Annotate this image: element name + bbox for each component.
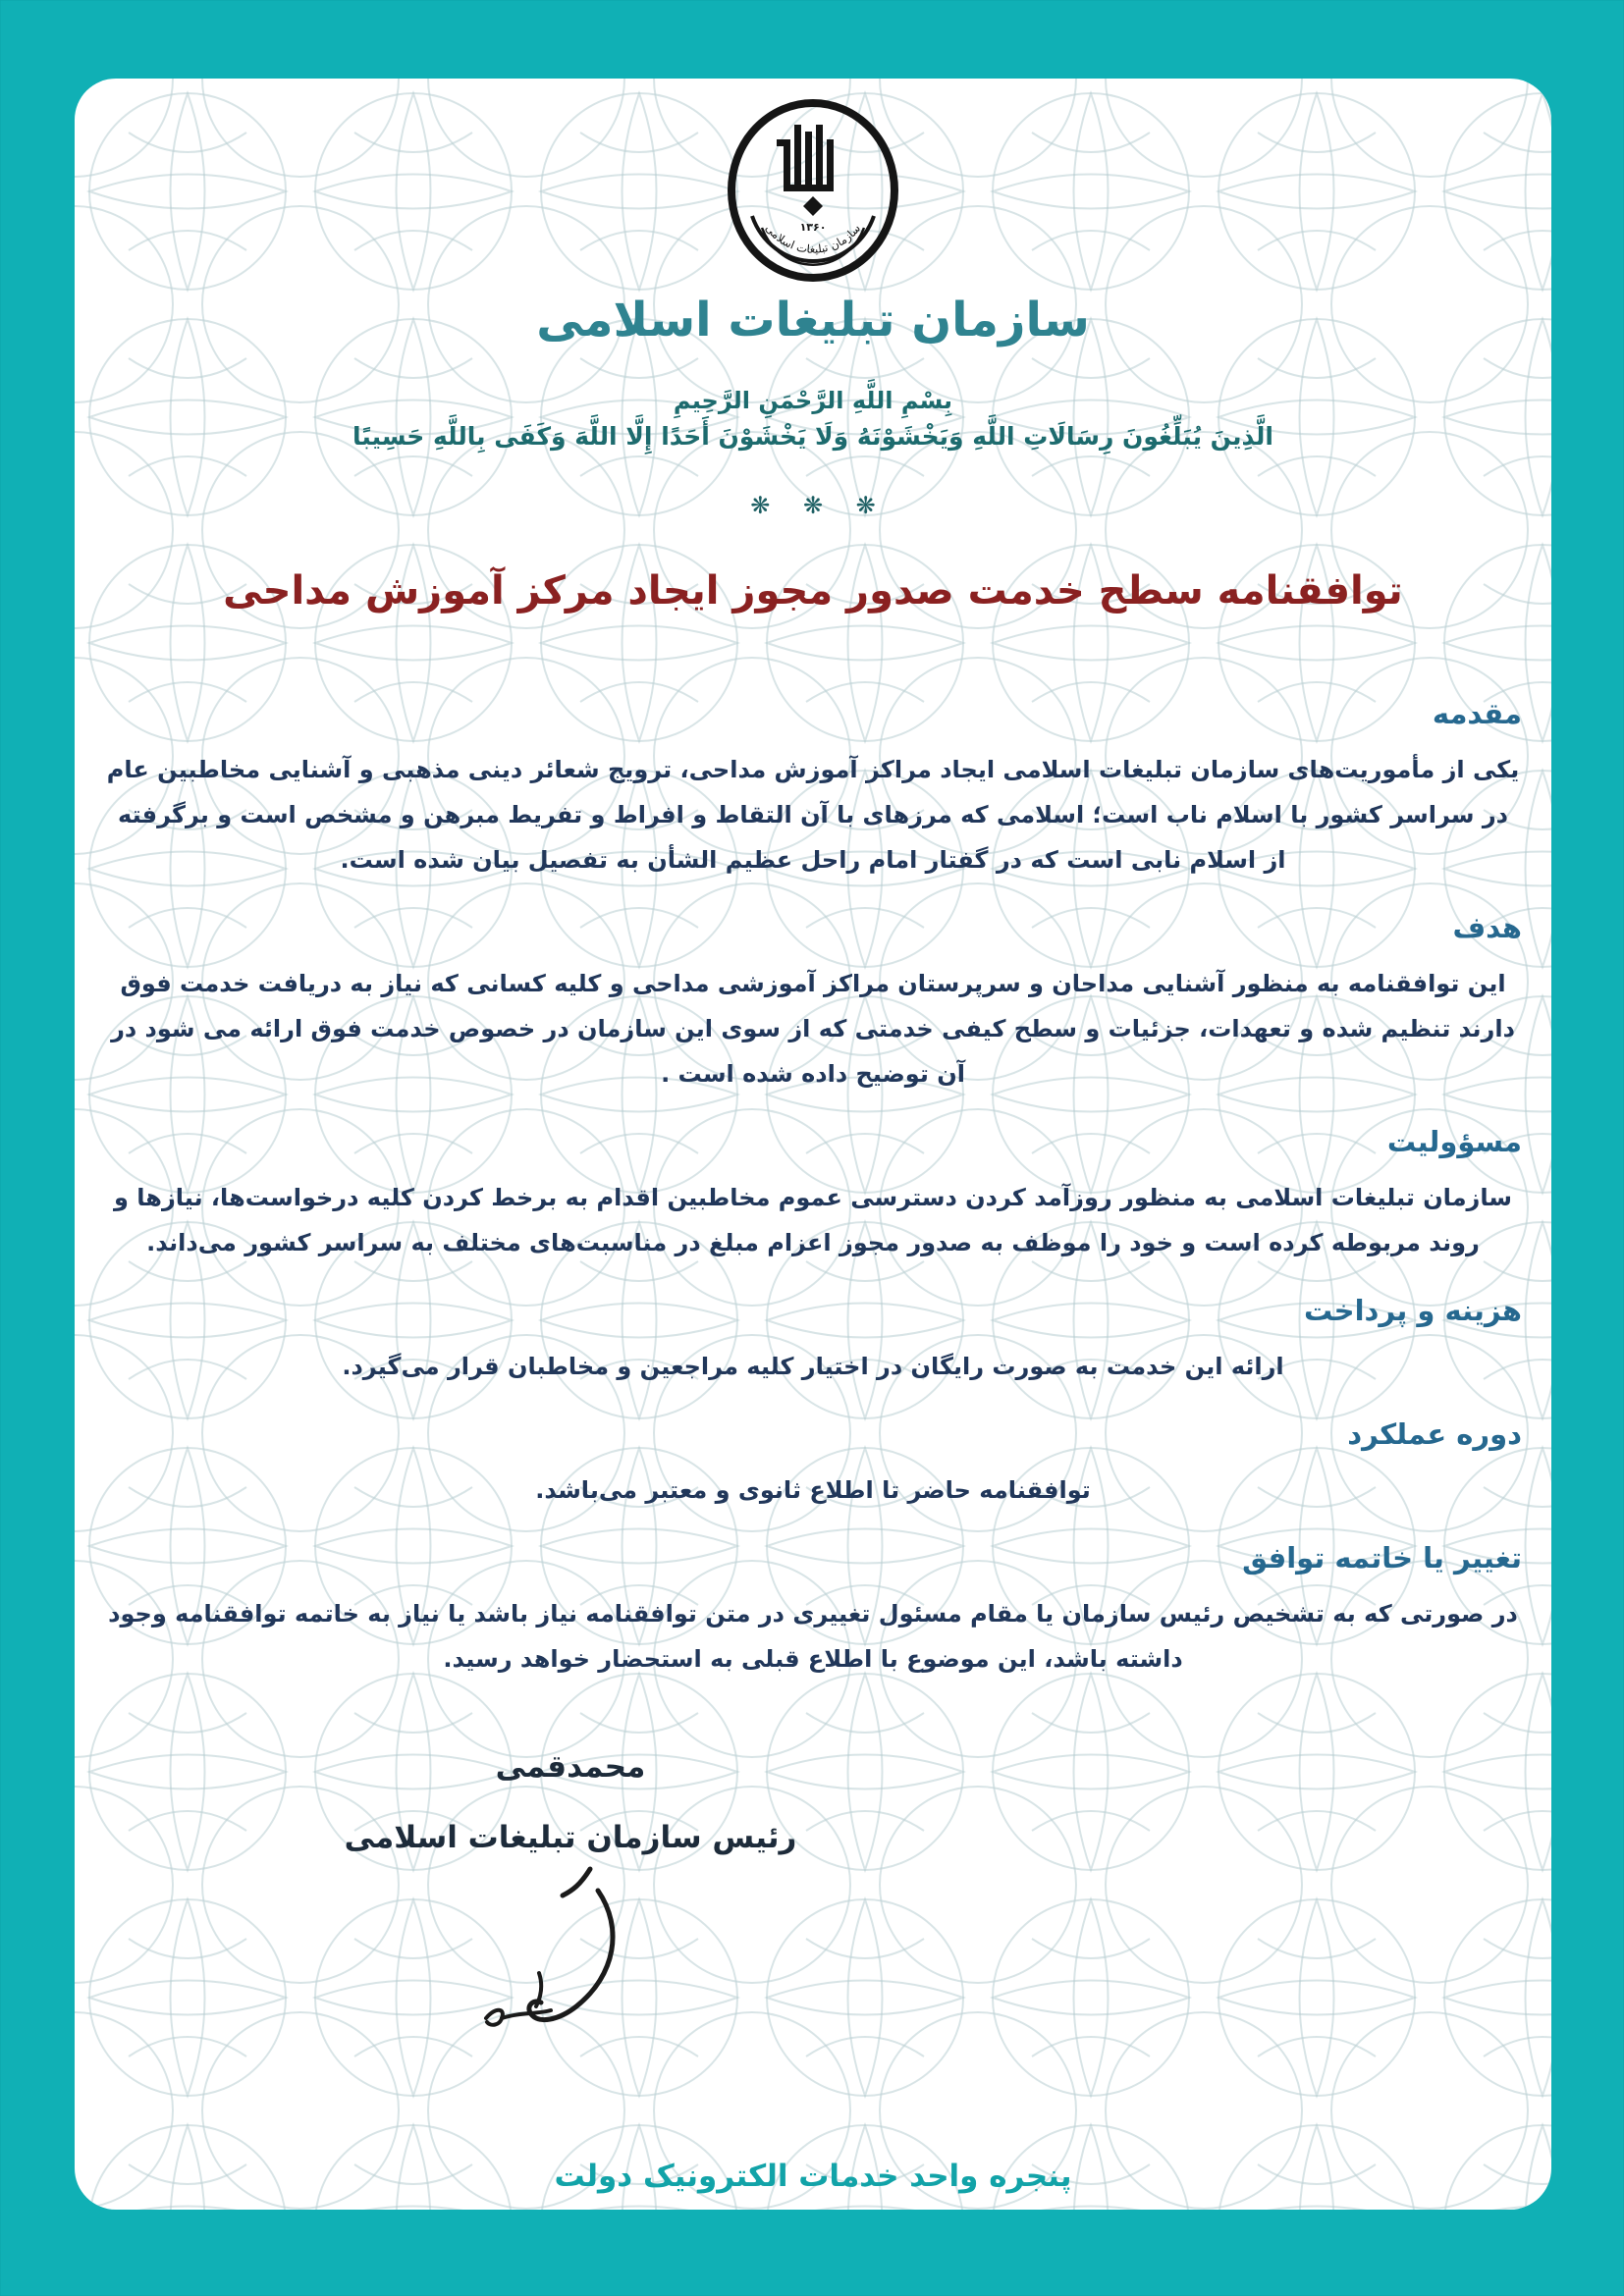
content-panel	[75, 79, 1551, 2210]
logo-year: ۱۳۶۰	[799, 221, 827, 234]
bismillah-text: بِسْمِ اللَّهِ الرَّحْمَنِ الرَّحِيمِ	[673, 387, 953, 414]
section-heading: دوره عملکرد	[1347, 1417, 1522, 1451]
section-heading: تغییر یا خاتمه توافق	[1242, 1541, 1522, 1575]
signatory-role: رئیس سازمان تبلیغات اسلامی	[344, 1820, 797, 1855]
ornament-stars: ❋ ❋ ❋	[750, 492, 876, 519]
section	[104, 1124, 1522, 1265]
section-body: توافقنامه حاضر تا اطلاع ثانوی و معتبر می‌باشد.	[535, 1476, 1091, 1504]
sections-list	[104, 696, 1522, 1682]
emblem-circle-text: سازمان تبلیغات اسلامی	[762, 221, 864, 256]
footer-text: پنجره واحد خدمات الکترونیک دولت	[554, 2159, 1072, 2194]
section	[104, 910, 1522, 1096]
section	[104, 1293, 1522, 1389]
section-heading: هدف	[1452, 911, 1522, 944]
section-body: یکی از مأموریت‌های سازمان تبلیغات اسلامی ایجاد مراکز آموزش مداحی، ترویج شعائر دینی مذهبی و آشنایی مخاطبین عام در سراسر کشور با اسلام ناب است؛ اسلامی که مرزهای با آن التقاط و افراط و تفریط مبرهن و مشخص است و برگرفته از اسلام نابی است که در گفتار امام راحل عظیم الشأن به تفصیل بیان شده است.	[106, 756, 1520, 874]
signature-block	[325, 1749, 816, 2056]
org-name-calligraphy: سازمان تبلیغات اسلامی	[536, 293, 1090, 347]
signature-scribble	[443, 1859, 678, 2056]
signatory-name: محمدقمی	[495, 1749, 646, 1785]
org-emblem	[725, 96, 901, 287]
allah-kufic-calligraphy	[777, 125, 834, 216]
document-title: توافقنامه سطح خدمت صدور مجوز ایجاد مرکز آموزش مداحی	[223, 568, 1403, 614]
quran-verse: الَّذِينَ يُبَلِّغُونَ رِسَالَاتِ اللَّهِ وَيَخْشَوْنَهُ وَلَا يَخْشَوْنَ أَحَدًا إِلَّا اللَّهَ وَكَفَى بِاللَّهِ حَسِيبًا	[352, 422, 1273, 451]
section-body: ارائه این خدمت به صورت رایگان در اختیار کلیه مراجعین و مخاطبان قرار می‌گیرد.	[342, 1353, 1284, 1380]
section-body: این توافقنامه به منظور آشنایی مداحان و سرپرستان مراکز آموزشی مداحی و کلیه کسانی که نیاز به دریافت خدمت فوق دارند تنظیم شده و تعهدات، جزئیات و سطح کیفی خدمتی که از سوی این سازمان در خصوص خدمت فوق ارائه می شود در آن توضیح داده شده است .	[111, 970, 1515, 1088]
section-heading: مسؤولیت	[1386, 1125, 1522, 1158]
section-heading: هزینه و پرداخت	[1303, 1294, 1522, 1327]
section-body: در صورتی که به تشخیص رئیس سازمان یا مقام مسئول تغییری در متن توافقنامه نیاز باشد یا نیاز به خاتمه توافقنامه وجود داشته باشد، این موضوع با اطلاع قبلی به استحضار خواهد رسید.	[108, 1600, 1518, 1673]
section	[104, 1416, 1522, 1513]
section	[104, 1540, 1522, 1682]
section-body: سازمان تبلیغات اسلامی به منظور روزآمد کردن دسترسی عموم مخاطبین اقدام به برخط کردن کلیه درخواست‌ها، نیازها و روند مربوطه کرده است و خود را موظف به صدور مجوز اعزام مبلغ در مناسبت‌های مختلف به سراسر کشور می‌داند.	[114, 1184, 1512, 1256]
section-heading: مقدمه	[1432, 697, 1522, 730]
section	[104, 696, 1522, 882]
